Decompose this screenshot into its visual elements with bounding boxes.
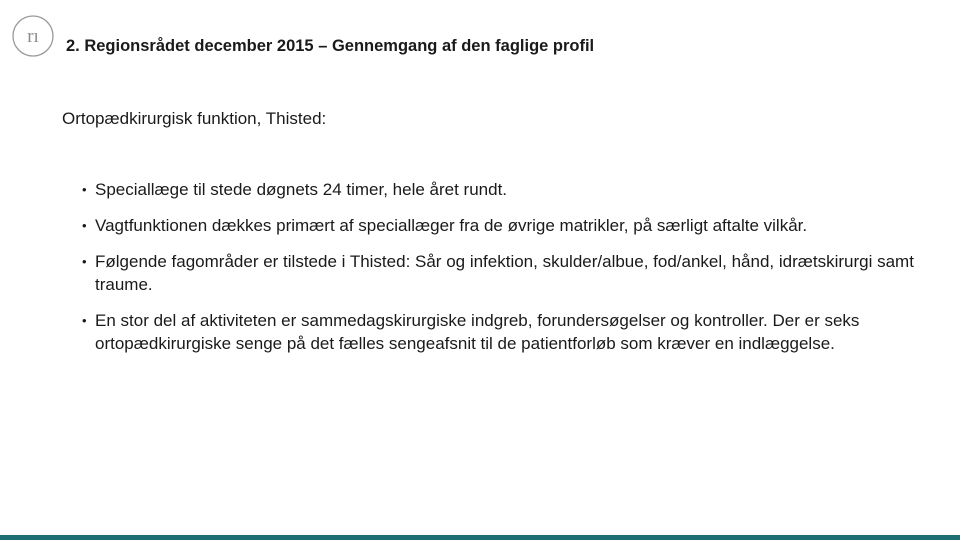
bullet-icon: •: [82, 182, 87, 197]
region-logo: [11, 14, 55, 58]
section-subtitle: Ortopædkirurgisk funktion, Thisted:: [62, 109, 327, 128]
logo-text: rı: [27, 26, 39, 47]
bullet-text: En stor del af aktiviteten er sammedagskirurgiske indgreb, forundersøgelser og kontroller. Der er seks ortopædkirurgiske senge på det fælles sengeafsnit til de patientforløb som kræver en indlæggelse.: [95, 311, 860, 353]
bullet-text: Speciallæge til stede døgnets 24 timer, hele året rundt.: [95, 180, 508, 199]
bullet-text: Følgende fagområder er tilstede i Thisted: Sår og infektion, skulder/albue, fod/ankel, hånd, idrætskirurgi samt traume.: [95, 252, 914, 294]
bullet-item: [80, 214, 920, 237]
bullet-item: [80, 309, 920, 355]
bullet-icon: •: [82, 218, 87, 233]
bullet-item: [80, 178, 920, 201]
bullet-list: [80, 178, 920, 355]
bullet-icon: •: [82, 313, 87, 328]
bullet-text: Vagtfunktionen dækkes primært af speciallæger fra de øvrige matrikler, på særligt aftalte vilkår.: [95, 216, 808, 235]
bullet-icon: •: [82, 254, 87, 269]
slide-title: 2. Regionsrådet december 2015 – Gennemgang af den faglige profil: [66, 37, 595, 55]
bullet-item: [80, 250, 920, 296]
bottom-accent-bar: [0, 535, 960, 540]
